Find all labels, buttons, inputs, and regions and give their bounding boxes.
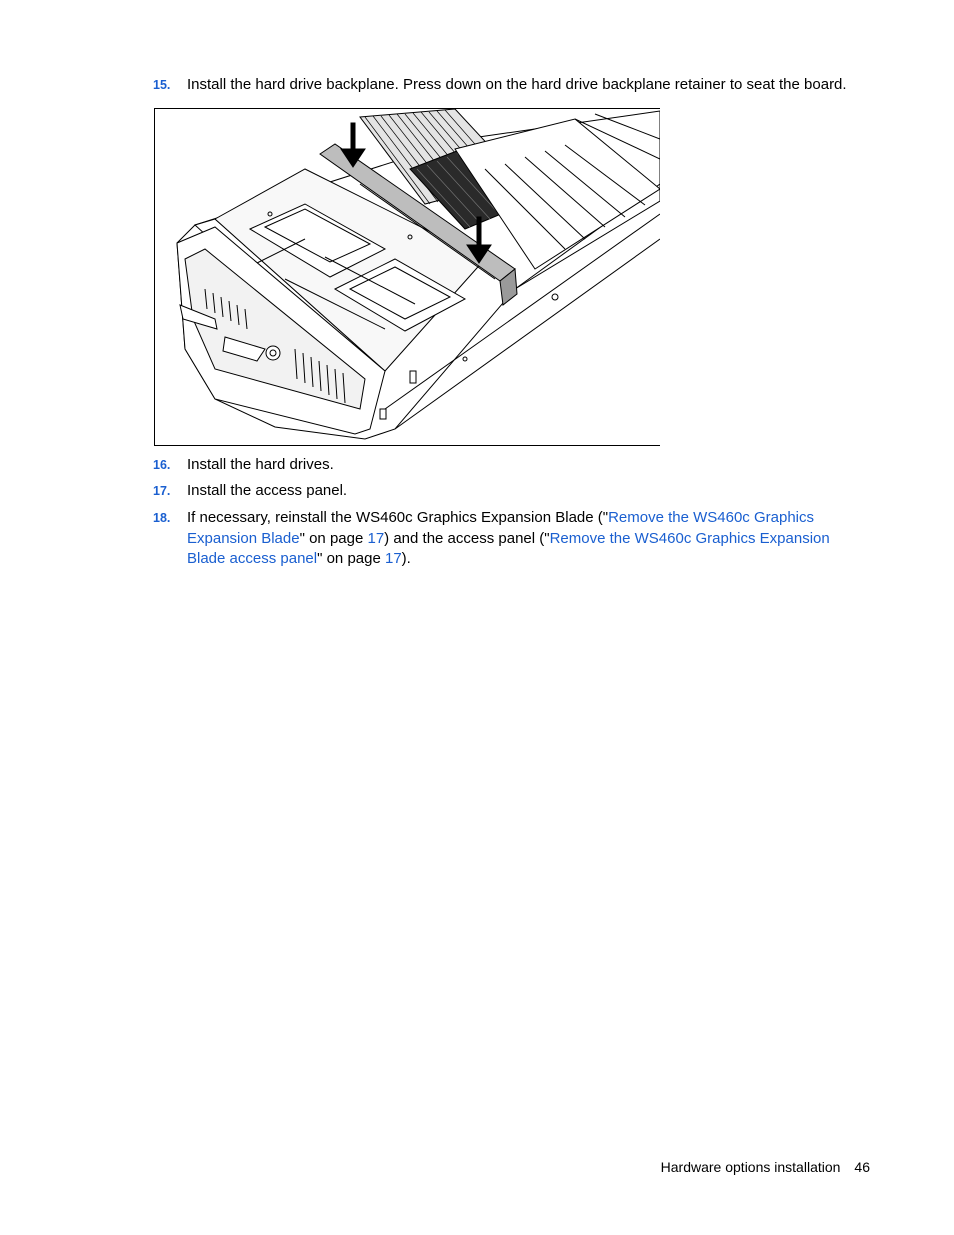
remove-blade-link[interactable]: Remove the WS460c Graphics Expansion Blade — [187, 509, 814, 547]
page-number: 46 — [854, 1159, 870, 1175]
text-segment: ). — [401, 550, 411, 567]
remove-access-panel-link[interactable]: Remove the WS460c Graphics Expansion Blade access panel — [187, 529, 830, 567]
backplane-installation-figure — [154, 108, 660, 446]
step-number: 15. — [153, 78, 171, 92]
step-16 — [153, 455, 863, 476]
text-segment: " on page — [317, 550, 385, 567]
footer-section-title: Hardware options installation — [660, 1159, 841, 1175]
text-segment: " on page — [299, 529, 368, 547]
step-text: Install the hard drive backplane. Press down on the hard drive backplane retainer to seat the board. — [187, 76, 847, 93]
page-link[interactable]: 17 — [384, 550, 402, 567]
page-footer — [661, 1159, 870, 1175]
step-text: Install the hard drives. — [187, 456, 334, 473]
page-link[interactable]: 17 — [367, 529, 385, 547]
step-18 — [153, 508, 863, 570]
step-number: 16. — [153, 458, 171, 472]
step-number: 18. — [153, 511, 171, 525]
step-text: Install the access panel. — [187, 482, 348, 499]
step-15 — [153, 75, 863, 96]
step-text — [187, 508, 863, 570]
text-segment: If necessary, reinstall the WS460c Graphics Expansion Blade (" — [187, 509, 609, 526]
blade-illustration — [155, 109, 660, 446]
step-17 — [153, 481, 863, 502]
step-number: 17. — [153, 484, 171, 498]
text-segment: ) and the access panel (" — [384, 529, 550, 547]
